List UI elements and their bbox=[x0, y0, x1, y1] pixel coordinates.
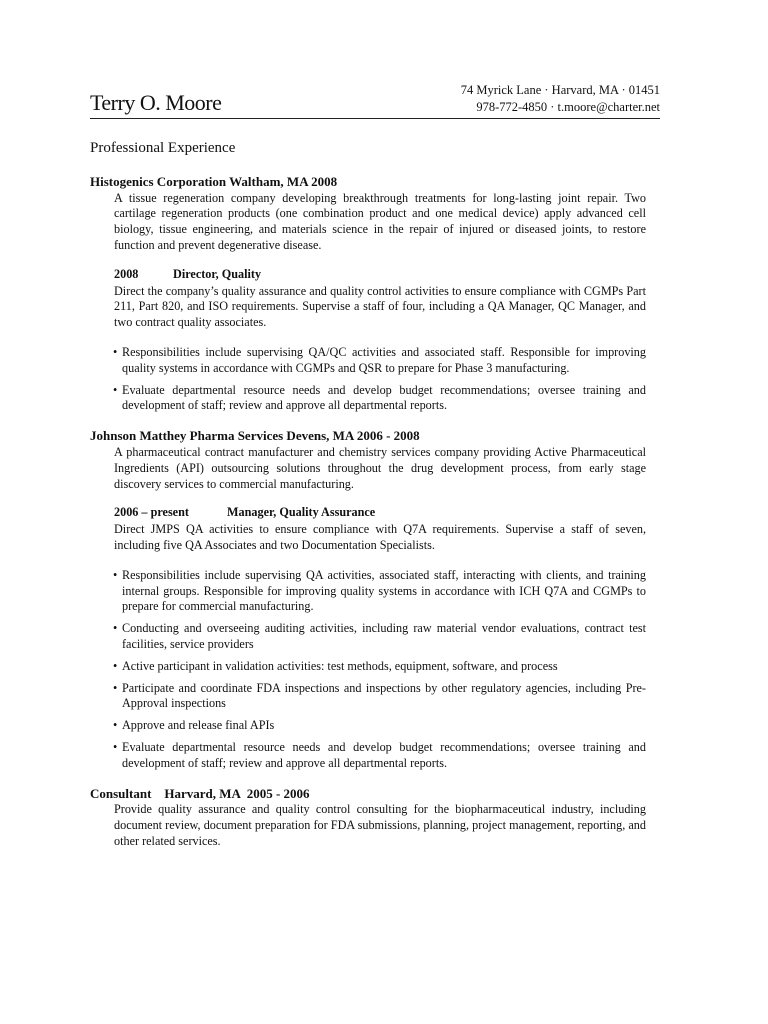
address: 74 Myrick Lane · Harvard, MA · 01451 bbox=[460, 83, 660, 97]
bullet-icon: • bbox=[113, 621, 118, 636]
bullet-icon: • bbox=[113, 382, 118, 397]
company-description: A tissue regeneration company developing breakthrough treatments for long-lasting joint repair. Two cartilage regeneration products (one combination product and one medical device) apply advanced cell biology, tissue engineering, and materials science in the repair of injured or diseased joints, to restore function and prevent degenerative disease. bbox=[114, 190, 646, 252]
list-item: • Evaluate departmental resource needs and develop budget recommendations; oversee training and development of staff; review and approve all departmental reports. bbox=[113, 739, 646, 770]
company-heading: Histogenics Corporation Waltham, MA 2008 bbox=[90, 173, 338, 189]
job-entry bbox=[90, 428, 646, 771]
role-heading bbox=[114, 267, 646, 283]
company-description: Provide quality assurance and quality control consulting for the biopharmaceutical industry, including document review, document preparation for FDA submissions, planning, project management, reporting, and other related services. bbox=[114, 802, 646, 848]
company-heading: Johnson Matthey Pharma Services Devens, MA 2006 - 2008 bbox=[90, 428, 420, 444]
role-heading bbox=[114, 505, 646, 521]
candidate-name: Terry O. Moore bbox=[90, 90, 222, 115]
role-description: Direct the company’s quality assurance and quality control activities to ensure compliance with CGMPs Part 211, Part 820, and ISO requirements. Supervise a staff of four, including a QA Manager, QC Manager, and two contract quality associates. bbox=[114, 283, 646, 330]
job-entry bbox=[90, 174, 646, 414]
resume-body bbox=[90, 141, 646, 863]
company-heading: Consultant Harvard, MA 2005 - 2006 bbox=[90, 785, 310, 801]
list-item: • Responsibilities include supervising QA activities, associated staff, interacting with clients, and training internal groups. Responsible for improving quality systems in accordance with ICH Q7A and CGMPs to prepare for commercial manufacturing. bbox=[113, 567, 646, 614]
list-item: • Conducting and overseeing auditing activities, including raw material vendor evaluations, contract test facilities, service providers bbox=[113, 621, 646, 651]
bullet-icon: • bbox=[113, 680, 118, 695]
bullet-icon: • bbox=[113, 567, 118, 582]
responsibility-list bbox=[90, 345, 646, 414]
header-divider bbox=[90, 118, 660, 119]
responsibility-list bbox=[90, 568, 646, 772]
job-entry bbox=[90, 786, 646, 850]
role-title: Manager, Quality Assurance bbox=[227, 505, 376, 520]
role-description: Direct JMPS QA activities to ensure compliance with Q7A requirements. Supervise a staff of seven, including five QA Associates and two Documentation Specialists. bbox=[114, 522, 646, 552]
list-item: • Participate and coordinate FDA inspections and inspections by other regulatory agencies, including Pre-Approval inspections bbox=[113, 680, 646, 711]
list-item: • Active participant in validation activities: test methods, equipment, software, and process bbox=[113, 658, 558, 673]
role-title: Director, Quality bbox=[173, 266, 262, 281]
role-date: 2006 – present bbox=[114, 505, 189, 520]
contact-info bbox=[461, 82, 660, 116]
company-description: A pharmaceutical contract manufacturer and chemistry services company providing Active Pharmaceutical Ingredients (API) outsourcing solutions throughout the drug development process, from early stage discovery services to commercial manufacturing. bbox=[114, 444, 646, 491]
bullet-icon: • bbox=[113, 718, 118, 733]
list-item: • Evaluate departmental resource needs and develop budget recommendations; oversee training and development of staff; review and approve all departmental reports. bbox=[113, 382, 646, 413]
list-item: • Responsibilities include supervising QA/QC activities and associated staff. Responsible for improving quality systems in accordance with CGMPs and QSR to prepare for Phase 3 manufacturing. bbox=[113, 344, 646, 375]
section-title: Professional Experience bbox=[90, 140, 236, 156]
bullet-icon: • bbox=[113, 658, 118, 673]
phone-email: 978-772-4850 · t.moore@charter.net bbox=[476, 100, 660, 114]
bullet-icon: • bbox=[113, 344, 118, 359]
list-item: • Approve and release final APIs bbox=[113, 718, 275, 733]
role-date: 2008 bbox=[114, 266, 139, 281]
bullet-icon: • bbox=[113, 739, 118, 754]
